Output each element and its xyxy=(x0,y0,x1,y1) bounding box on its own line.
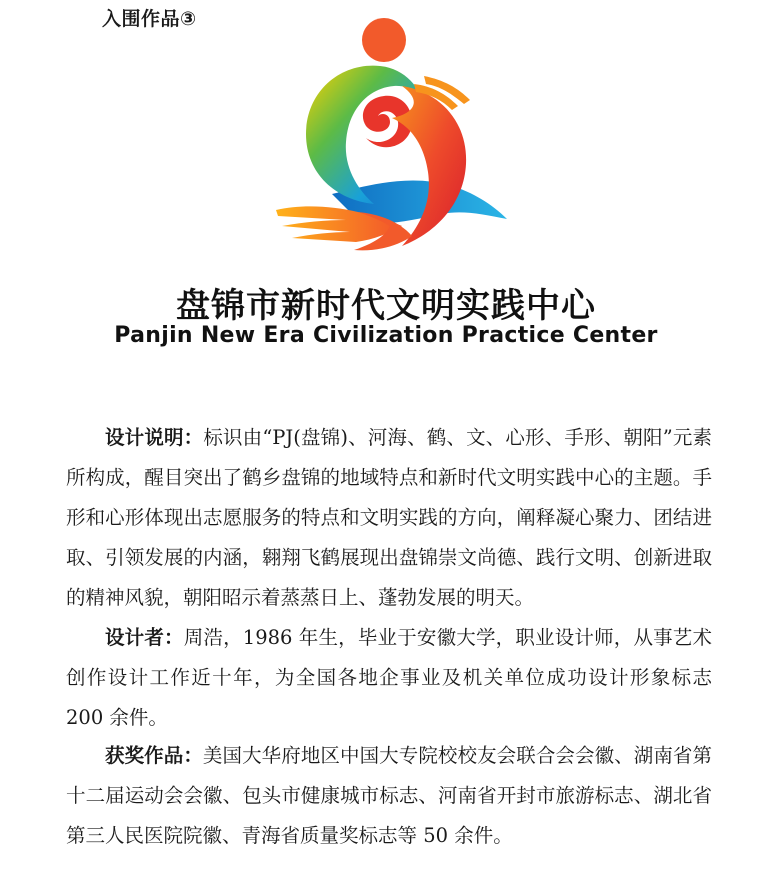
design-description-paragraph xyxy=(66,418,712,618)
awards-paragraph xyxy=(66,736,712,856)
logo-title-english: Panjin New Era Civilization Practice Center xyxy=(114,323,658,348)
awards-heading: 获奖作品： xyxy=(105,744,203,767)
design-description-text: 标识由“PJ(盘锦)、河海、鹤、文、心形、手形、朝阳”元素所构成，醒目突出了鹤乡盘锦的地域特点和新时代文明实践中心的主题。手形和心形体现出志愿服务的特点和文明实践的方向，阐释凝心聚力、团结进取、引领发展的内涵，翱翔飞鹤展现出盘锦崇文尚德、践行文明、创新进取的精神风貌，朝阳昭示着蒸蒸日上、蓬勃发展的明天。 xyxy=(66,426,712,609)
entry-label: 入围作品③ xyxy=(102,8,197,30)
sun-circle xyxy=(362,18,406,62)
designer-paragraph xyxy=(66,618,712,738)
logo-title-chinese: 盘锦市新时代文明实践中心 xyxy=(176,286,596,326)
designer-heading: 设计者： xyxy=(105,626,184,649)
panjin-civilization-center-logo xyxy=(262,14,512,270)
designer-text: 周浩，1986 年生，毕业于安徽大学，职业设计师，从事艺术创作设计工作近十年，为全国各地企事业及机关单位成功设计形象标志 200 余件。 xyxy=(66,626,712,729)
design-description-heading: 设计说明： xyxy=(105,426,204,449)
awards-text: 美国大华府地区中国大专院校校友会联合会会徽、湖南省第十二届运动会会徽、包头市健康城市标志、河南省开封市旅游标志、湖北省第三人民医院院徽、青海省质量奖标志等 50 余件。 xyxy=(66,744,712,847)
